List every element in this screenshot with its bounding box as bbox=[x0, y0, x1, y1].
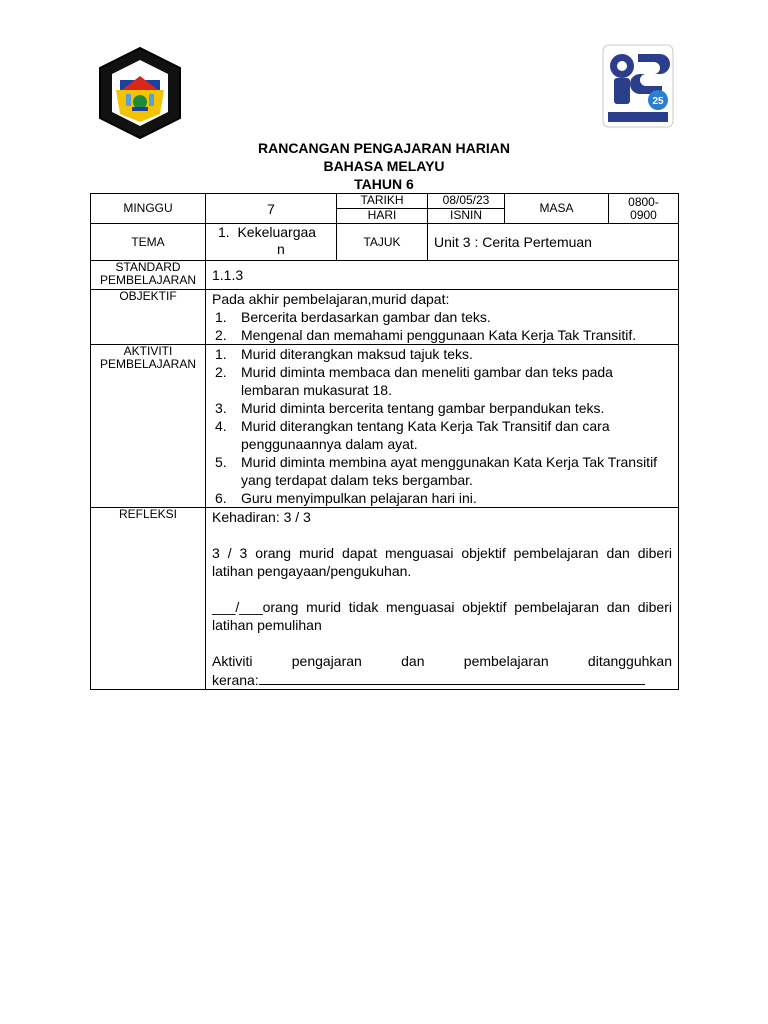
aktiviti-label bbox=[91, 345, 206, 508]
list-item: 1. Murid diterangkan maksud tajuk teks. bbox=[215, 346, 473, 362]
aktiviti-label-line-1: AKTIVITI bbox=[123, 344, 173, 358]
standard-label-line-1: STANDARD bbox=[115, 260, 181, 274]
masa-value bbox=[609, 194, 679, 224]
title-line-3: TAHUN 6 bbox=[354, 176, 414, 192]
kehadiran-text: Kehadiran: 3 / 3 bbox=[212, 509, 311, 525]
aktiviti-label-line-2: PEMBELAJARAN bbox=[99, 357, 197, 371]
program-logo bbox=[602, 44, 674, 128]
minggu-label: MINGGU bbox=[91, 194, 206, 224]
title-line-2: BAHASA MELAYU bbox=[323, 158, 445, 174]
refleksi-paragraph-1: 3 / 3 orang murid dapat menguasai objektif pembelajaran dan diberi latihan pengayaan/pengukuhan. bbox=[212, 545, 672, 579]
masa-label: MASA bbox=[505, 194, 609, 224]
aktiviti-content bbox=[206, 345, 679, 508]
document-title bbox=[0, 139, 768, 193]
tema-label: TEMA bbox=[91, 224, 206, 261]
school-crest-logo bbox=[96, 46, 184, 140]
objektif-intro: Pada akhir pembelajaran,murid dapat: bbox=[212, 291, 450, 307]
list-item: 1. Bercerita berdasarkan gambar dan teks. bbox=[215, 309, 491, 325]
svg-text:25: 25 bbox=[652, 96, 664, 107]
refleksi-label: REFLEKSI bbox=[91, 508, 206, 690]
hari-label: HARI bbox=[337, 209, 428, 224]
list-item: 2. Murid diminta membaca dan meneliti gambar dan teks pada lembaran mukasurat 18. bbox=[215, 364, 613, 398]
tema-number: 1. bbox=[218, 224, 230, 240]
aktiviti-list bbox=[212, 345, 672, 507]
standard-label bbox=[91, 261, 206, 290]
tarikh-label: TARIKH bbox=[337, 194, 428, 209]
tajuk-label: TAJUK bbox=[337, 224, 428, 261]
tema-value bbox=[206, 224, 337, 261]
tema-value-line-2: n bbox=[277, 241, 285, 257]
standard-value: 1.1.3 bbox=[206, 261, 679, 290]
list-item: 2. Mengenal dan memahami penggunaan Kata Kerja Tak Transitif. bbox=[215, 327, 637, 343]
standard-label-line-2: PEMBELAJARAN bbox=[99, 273, 197, 287]
title-line-1: RANCANGAN PENGAJARAN HARIAN bbox=[257, 140, 510, 156]
masa-value-line-2: 0900 bbox=[630, 207, 657, 222]
objektif-list bbox=[212, 308, 672, 344]
refleksi-paragraph-3-line-2: kerana: bbox=[212, 670, 672, 689]
list-item: 3. Murid diminta bercerita tentang gambar berpandukan teks. bbox=[215, 400, 605, 416]
tema-value-line-1: Kekeluargaa bbox=[237, 224, 317, 240]
list-item: 6. Guru menyimpulkan pelajaran hari ini. bbox=[215, 490, 477, 506]
refleksi-paragraph-2: ___/___orang murid tidak menguasai objektif pembelajaran dan diberi latihan pemulihan bbox=[212, 599, 672, 633]
list-item: 5. Murid diminta membina ayat menggunakan Kata Kerja Tak Transitif yang terdapat dalam teks bergambar. bbox=[215, 454, 658, 488]
masa-value-line-1: 0800- bbox=[628, 194, 659, 209]
lesson-plan-table bbox=[90, 193, 679, 690]
objektif-content bbox=[206, 290, 679, 345]
blank-line[interactable] bbox=[259, 670, 645, 685]
hari-value: ISNIN bbox=[428, 209, 505, 224]
list-item: 4. Murid diterangkan tentang Kata Kerja Tak Transitif dan cara penggunaannya dalam ayat. bbox=[215, 418, 610, 452]
refleksi-paragraph-3-line-1: Aktiviti pengajaran dan pembelajaran ditangguhkan bbox=[212, 653, 672, 669]
minggu-value: 7 bbox=[206, 194, 337, 224]
refleksi-content bbox=[206, 508, 679, 690]
tarikh-value: 08/05/23 bbox=[428, 194, 505, 209]
tajuk-value: Unit 3 : Cerita Pertemuan bbox=[428, 224, 679, 261]
objektif-label: OBJEKTIF bbox=[91, 290, 206, 345]
